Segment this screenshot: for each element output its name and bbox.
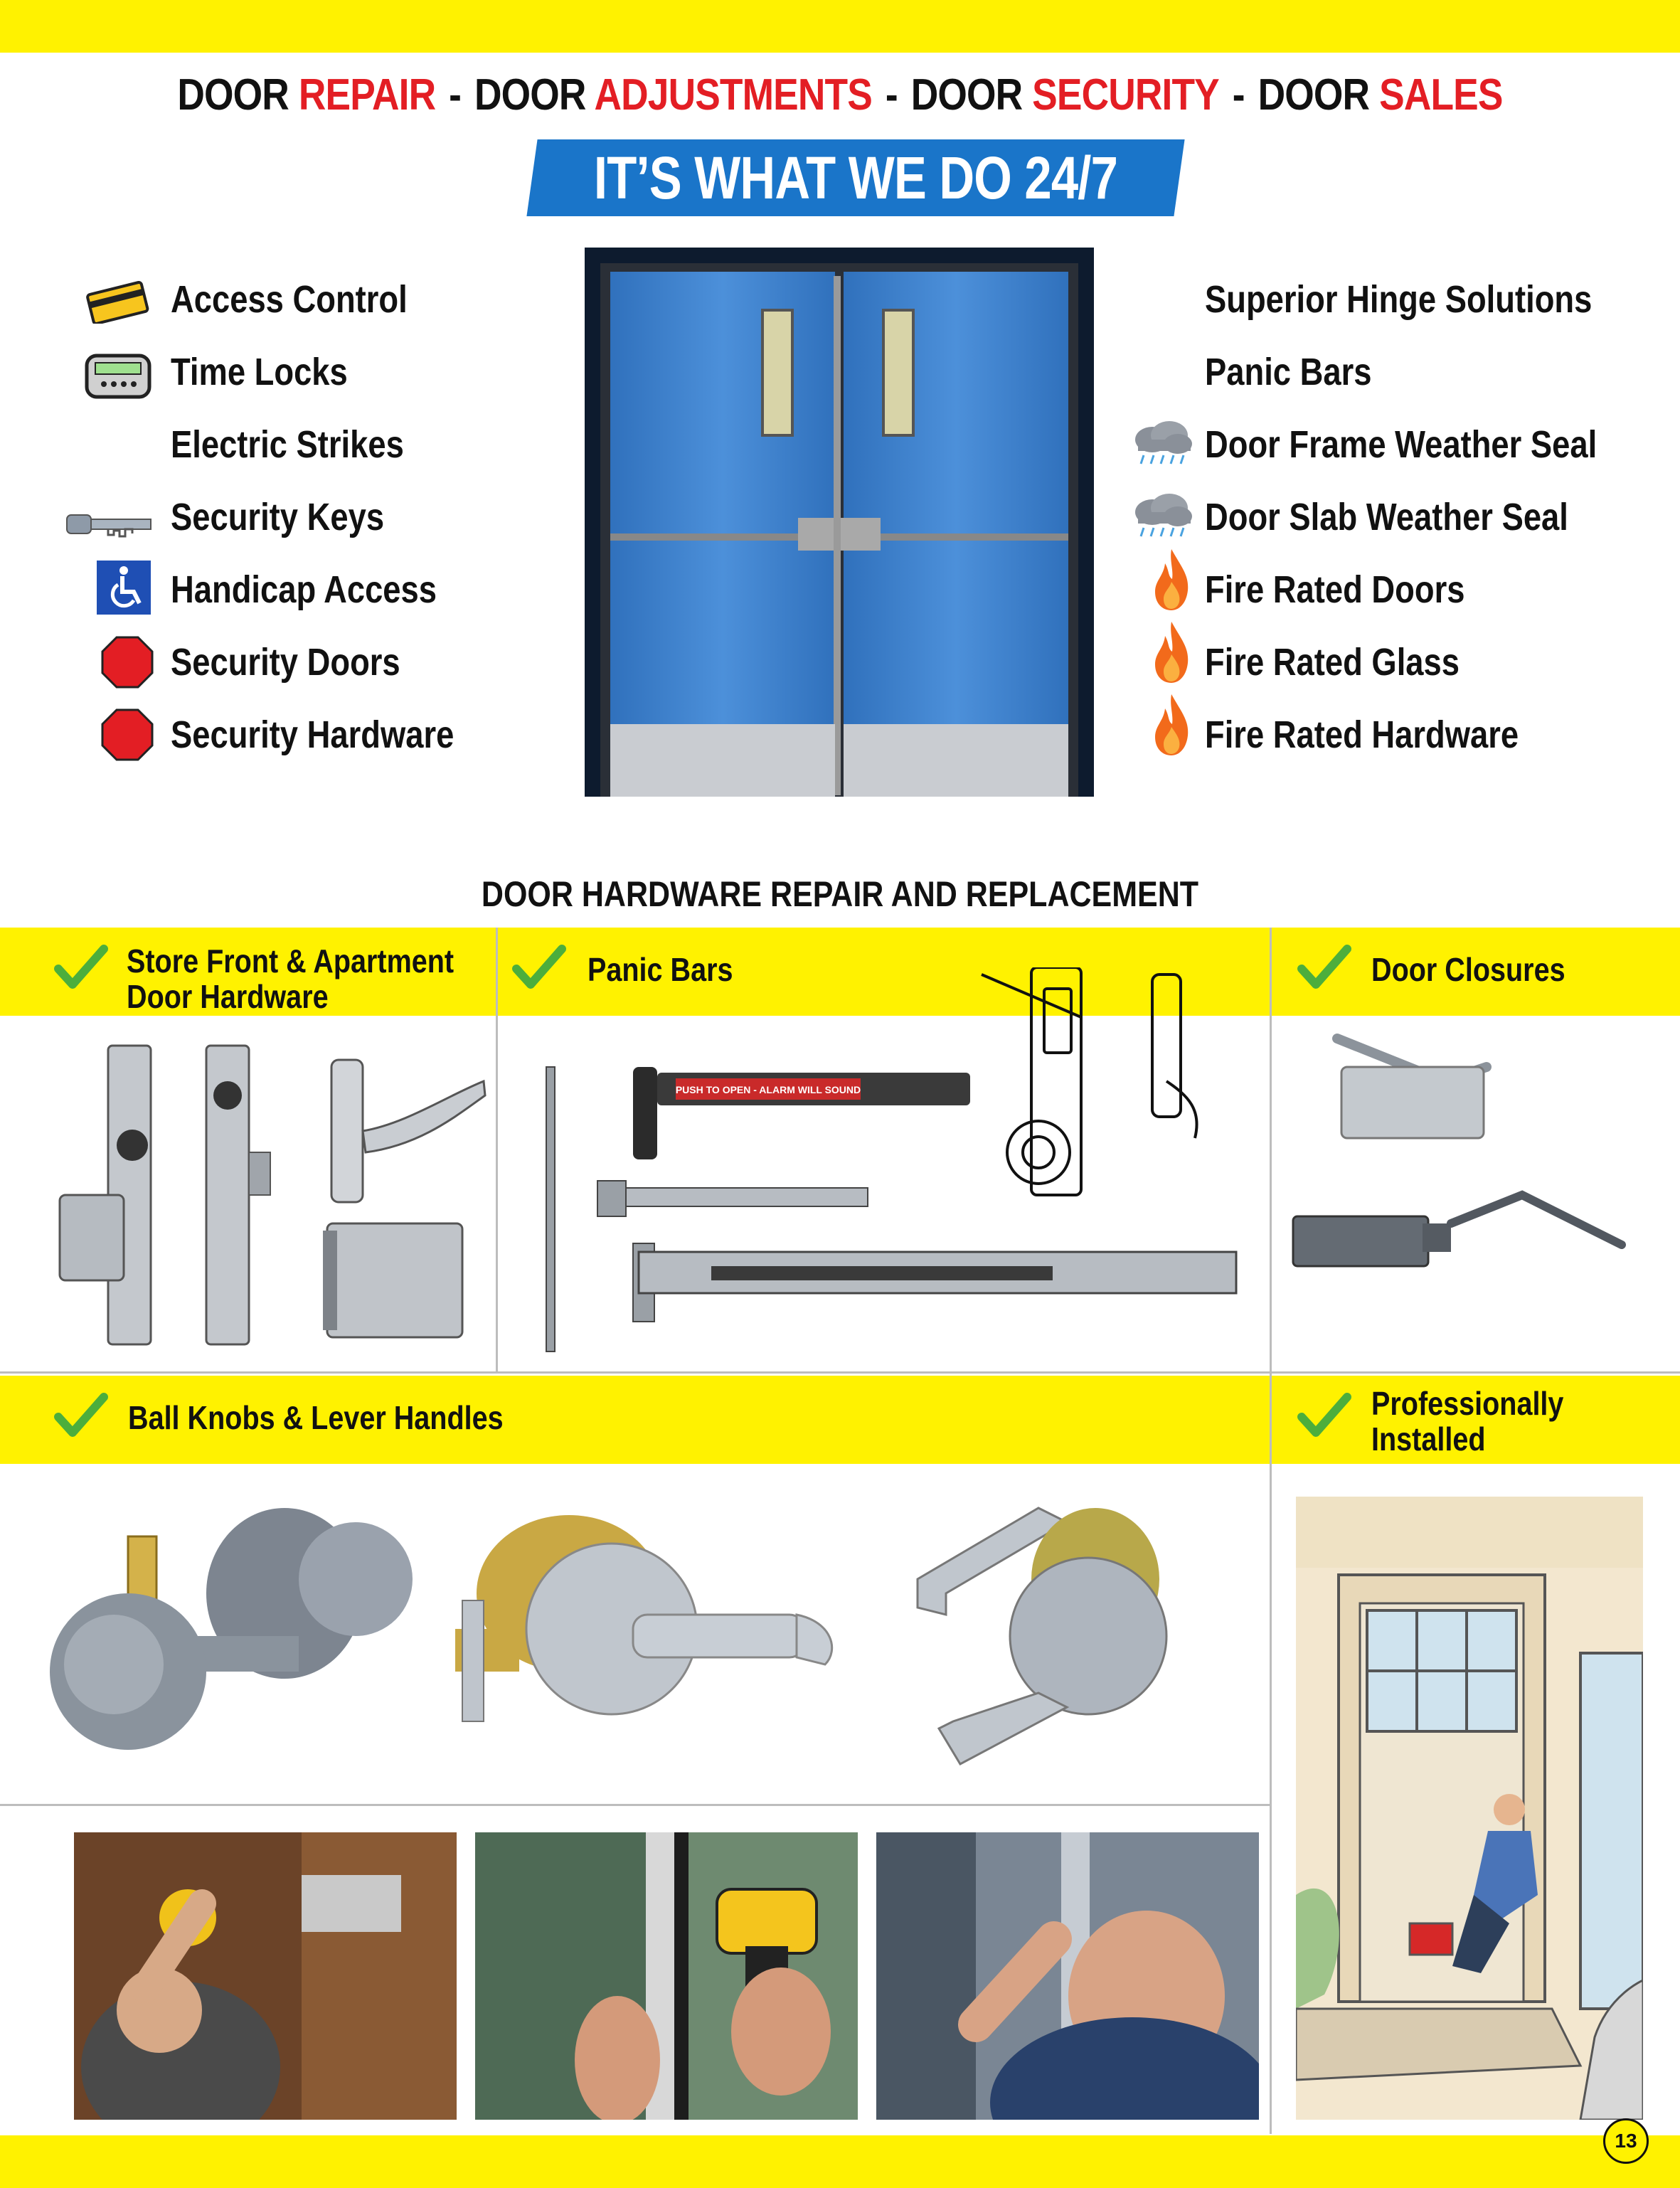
category-panic-bars-label: Panic Bars xyxy=(588,951,733,988)
category-professionally-installed-label: Professionally Installed xyxy=(1371,1385,1564,1457)
lever-handle-lock-image xyxy=(441,1508,839,1768)
headline-item-repair: DOOR REPAIR xyxy=(177,70,436,120)
service-fire-rated-glass: Fire Rated Glass xyxy=(1205,641,1460,684)
installer-photo-drill-ceiling xyxy=(74,1832,457,2120)
lever-lockset-image xyxy=(896,1494,1223,1782)
service-time-locks: Time Locks xyxy=(171,351,348,393)
flame-icon xyxy=(1152,693,1191,760)
mortise-lock-image xyxy=(50,1039,491,1355)
flame-icon xyxy=(1152,620,1191,688)
service-fire-rated-doors: Fire Rated Doors xyxy=(1205,568,1465,611)
ball-knob-lock-image xyxy=(43,1494,427,1768)
service-door-slab-weather-seal: Door Slab Weather Seal xyxy=(1205,496,1568,538)
flame-icon xyxy=(1152,548,1191,615)
section-title: DOOR HARDWARE REPAIR AND REPLACEMENT xyxy=(481,874,1199,914)
service-door-frame-weather-seal: Door Frame Weather Seal xyxy=(1205,423,1597,466)
panic-bars-image xyxy=(526,967,1252,1369)
credit-card-icon xyxy=(85,281,149,327)
installer-photo-door-frame xyxy=(876,1832,1259,2120)
wheelchair-icon xyxy=(97,561,151,618)
stop-sign-icon xyxy=(101,708,154,765)
checkmark-icon xyxy=(1297,945,1351,995)
installer-photo-dewalt-drill xyxy=(475,1832,858,2120)
service-panic-bars: Panic Bars xyxy=(1205,351,1372,393)
service-superior-hinge-solutions: Superior Hinge Solutions xyxy=(1205,278,1593,321)
service-security-hardware: Security Hardware xyxy=(171,713,454,756)
top-yellow-bar xyxy=(0,0,1680,53)
divider xyxy=(496,928,498,1371)
service-access-control: Access Control xyxy=(171,278,408,321)
checkmark-icon xyxy=(54,1393,108,1443)
headline-item-sales: DOOR SALES xyxy=(1258,70,1503,120)
headline-item-adjustments: DOOR ADJUSTMENTS xyxy=(474,70,872,120)
rain-cloud-icon xyxy=(1128,418,1195,472)
panic-bar-sticker-text: PUSH TO OPEN - ALARM WILL SOUND xyxy=(675,1084,861,1095)
checkmark-icon xyxy=(54,945,108,995)
stop-sign-icon xyxy=(101,636,154,692)
service-electric-strikes: Electric Strikes xyxy=(171,423,404,466)
page-number: 13 xyxy=(1603,2118,1649,2164)
service-security-doors: Security Doors xyxy=(171,641,400,684)
rain-cloud-icon xyxy=(1128,491,1195,544)
bottom-yellow-bar xyxy=(0,2135,1680,2188)
checkmark-icon xyxy=(1297,1393,1351,1443)
category-door-closures-label: Door Closures xyxy=(1371,951,1565,988)
divider xyxy=(0,1371,1680,1374)
headline: DOOR REPAIR - DOOR ADJUSTMENTS - DOOR SECURITY - DOOR SALES xyxy=(177,70,1503,120)
headline-item-security: DOOR SECURITY xyxy=(910,70,1219,120)
double-door-photo xyxy=(585,248,1094,797)
installer-illustration xyxy=(1296,1497,1643,2120)
service-handicap-access: Handicap Access xyxy=(171,568,437,611)
category-knobs-label: Ball Knobs & Lever Handles xyxy=(128,1399,504,1436)
category-storefront-label: Store Front & Apartment Door Hardware xyxy=(127,942,454,1015)
service-fire-rated-hardware: Fire Rated Hardware xyxy=(1205,713,1519,756)
banner-text: IT’S WHAT WE DO 24/7 xyxy=(593,144,1118,211)
keypad-icon xyxy=(84,351,152,405)
divider xyxy=(1270,928,1272,2134)
key-icon xyxy=(65,506,154,546)
service-security-keys: Security Keys xyxy=(171,496,385,538)
divider xyxy=(0,1804,1270,1806)
door-closures-image xyxy=(1287,1024,1671,1291)
